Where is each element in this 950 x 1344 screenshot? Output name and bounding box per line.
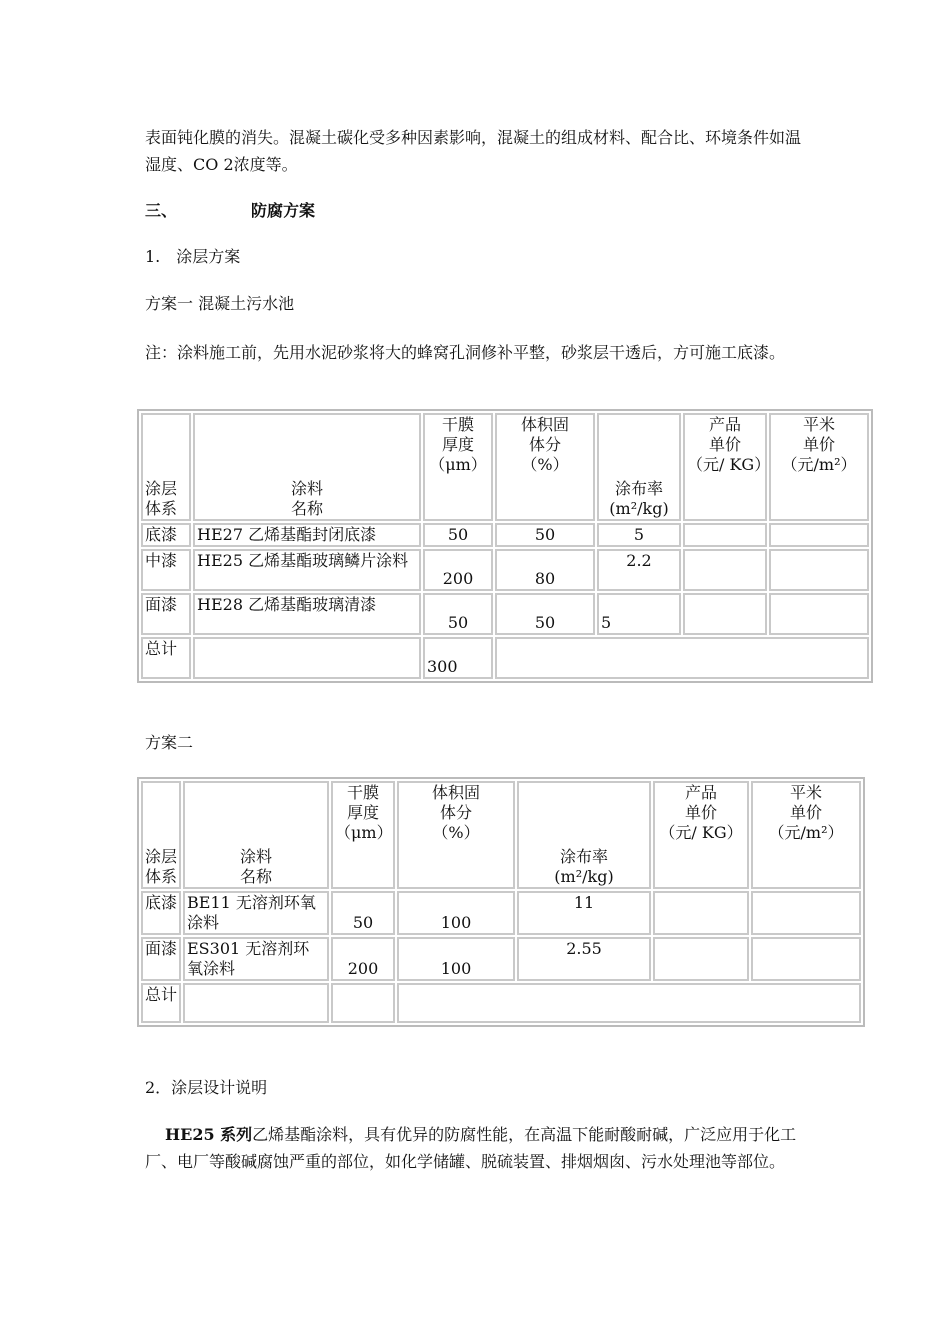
header-unit-price: 产品 单价 （元/ KG） xyxy=(683,413,767,521)
row-thickness: 200 xyxy=(423,549,493,591)
row-solids: 100 xyxy=(397,937,515,981)
subsection-design-notes: 2．涂层设计说明 xyxy=(145,1078,268,1097)
header-thickness: 干膜 厚度 （μm） xyxy=(331,781,395,889)
row-sqm-price xyxy=(769,549,869,591)
total-thickness: 300 xyxy=(423,637,493,679)
row-sqm-price xyxy=(751,891,861,935)
plan2-title: 方案二 xyxy=(145,733,194,752)
row-coverage: 11 xyxy=(517,891,651,935)
header-name: 涂料 名称 xyxy=(193,413,421,521)
table-total-row xyxy=(141,983,861,1023)
header-system: 涂层 体系 xyxy=(141,413,191,521)
row-name: HE28 乙烯基酯玻璃清漆 xyxy=(193,593,421,635)
design-body: 乙烯基酯涂料，具有优异的防腐性能，在高温下能耐酸耐碱，广泛应用于化工厂、电厂等酸碱腐蚀严重的部位，如化学储罐、脱硫装置、排烟烟囱、污水处理池等部位。 xyxy=(145,1125,797,1171)
subsection-coating-plan: 1. 涂层方案 xyxy=(145,247,241,266)
row-unit-price xyxy=(653,891,749,935)
row-thickness: 200 xyxy=(331,937,395,981)
row-system: 面漆 xyxy=(141,593,191,635)
row-thickness: 50 xyxy=(331,891,395,935)
total-rest xyxy=(495,637,869,679)
row-sqm-price xyxy=(769,593,869,635)
header-sqm-price: 平米 单价 （元/m²） xyxy=(751,781,861,889)
row-unit-price xyxy=(683,523,767,547)
header-coverage: 涂布率 (m²/kg) xyxy=(517,781,651,889)
intro-paragraph: 表面钝化膜的消失。混凝土碳化受多种因素影响，混凝土的组成材料、配合比、环境条件如温湿度、CO 2浓度等。 xyxy=(145,128,802,174)
row-name: BE11 无溶剂环氧涂料 xyxy=(183,891,329,935)
table-row xyxy=(141,593,869,635)
series-name: HE25 系列 xyxy=(165,1125,253,1144)
header-solids: 体积固 体分 （%） xyxy=(495,413,595,521)
row-coverage: 5 xyxy=(597,523,681,547)
table-row xyxy=(141,549,869,591)
header-coverage: 涂布率 (m²/kg) xyxy=(597,413,681,521)
row-solids: 50 xyxy=(495,593,595,635)
row-thickness: 50 xyxy=(423,523,493,547)
header-name: 涂料 名称 xyxy=(183,781,329,889)
plan2-table xyxy=(137,777,865,1027)
row-coverage: 5 xyxy=(597,593,681,635)
total-label: 总计 xyxy=(141,983,181,1023)
row-unit-price xyxy=(683,593,767,635)
row-system: 中漆 xyxy=(141,549,191,591)
row-sqm-price xyxy=(769,523,869,547)
table-row xyxy=(141,523,869,547)
row-system: 面漆 xyxy=(141,937,181,981)
row-name: ES301 无溶剂环氧涂料 xyxy=(183,937,329,981)
section-title: 防腐方案 xyxy=(251,201,316,220)
table-row xyxy=(141,891,861,935)
table-row xyxy=(141,937,861,981)
plan1-note: 注：涂料施工前，先用水泥砂浆将大的蜂窝孔洞修补平整，砂浆层干透后，方可施工底漆。 xyxy=(145,343,786,362)
design-paragraph xyxy=(145,1121,815,1175)
row-solids: 50 xyxy=(495,523,595,547)
section-number: 三、 xyxy=(145,201,178,220)
row-unit-price xyxy=(683,549,767,591)
header-thickness: 干膜 厚度 （μm） xyxy=(423,413,493,521)
row-unit-price xyxy=(653,937,749,981)
total-name xyxy=(183,983,329,1023)
table-header-row xyxy=(141,781,861,889)
section-heading xyxy=(145,197,815,224)
row-system: 底漆 xyxy=(141,523,191,547)
row-solids: 80 xyxy=(495,549,595,591)
plan1-table xyxy=(137,409,873,683)
row-coverage: 2.55 xyxy=(517,937,651,981)
row-solids: 100 xyxy=(397,891,515,935)
row-system: 底漆 xyxy=(141,891,181,935)
row-thickness: 50 xyxy=(423,593,493,635)
header-sqm-price: 平米 单价 （元/m²） xyxy=(769,413,869,521)
total-name xyxy=(193,637,421,679)
header-solids: 体积固 体分 （%） xyxy=(397,781,515,889)
table-total-row xyxy=(141,637,869,679)
row-name: HE27 乙烯基酯封闭底漆 xyxy=(193,523,421,547)
plan1-title: 方案一 混凝土污水池 xyxy=(145,294,295,313)
total-label: 总计 xyxy=(141,637,191,679)
total-rest xyxy=(397,983,861,1023)
row-sqm-price xyxy=(751,937,861,981)
row-name: HE25 乙烯基酯玻璃鳞片涂料 xyxy=(193,549,421,591)
table-header-row xyxy=(141,413,869,521)
total-thickness xyxy=(331,983,395,1023)
header-system: 涂层 体系 xyxy=(141,781,181,889)
header-unit-price: 产品 单价 （元/ KG） xyxy=(653,781,749,889)
row-coverage: 2.2 xyxy=(597,549,681,591)
